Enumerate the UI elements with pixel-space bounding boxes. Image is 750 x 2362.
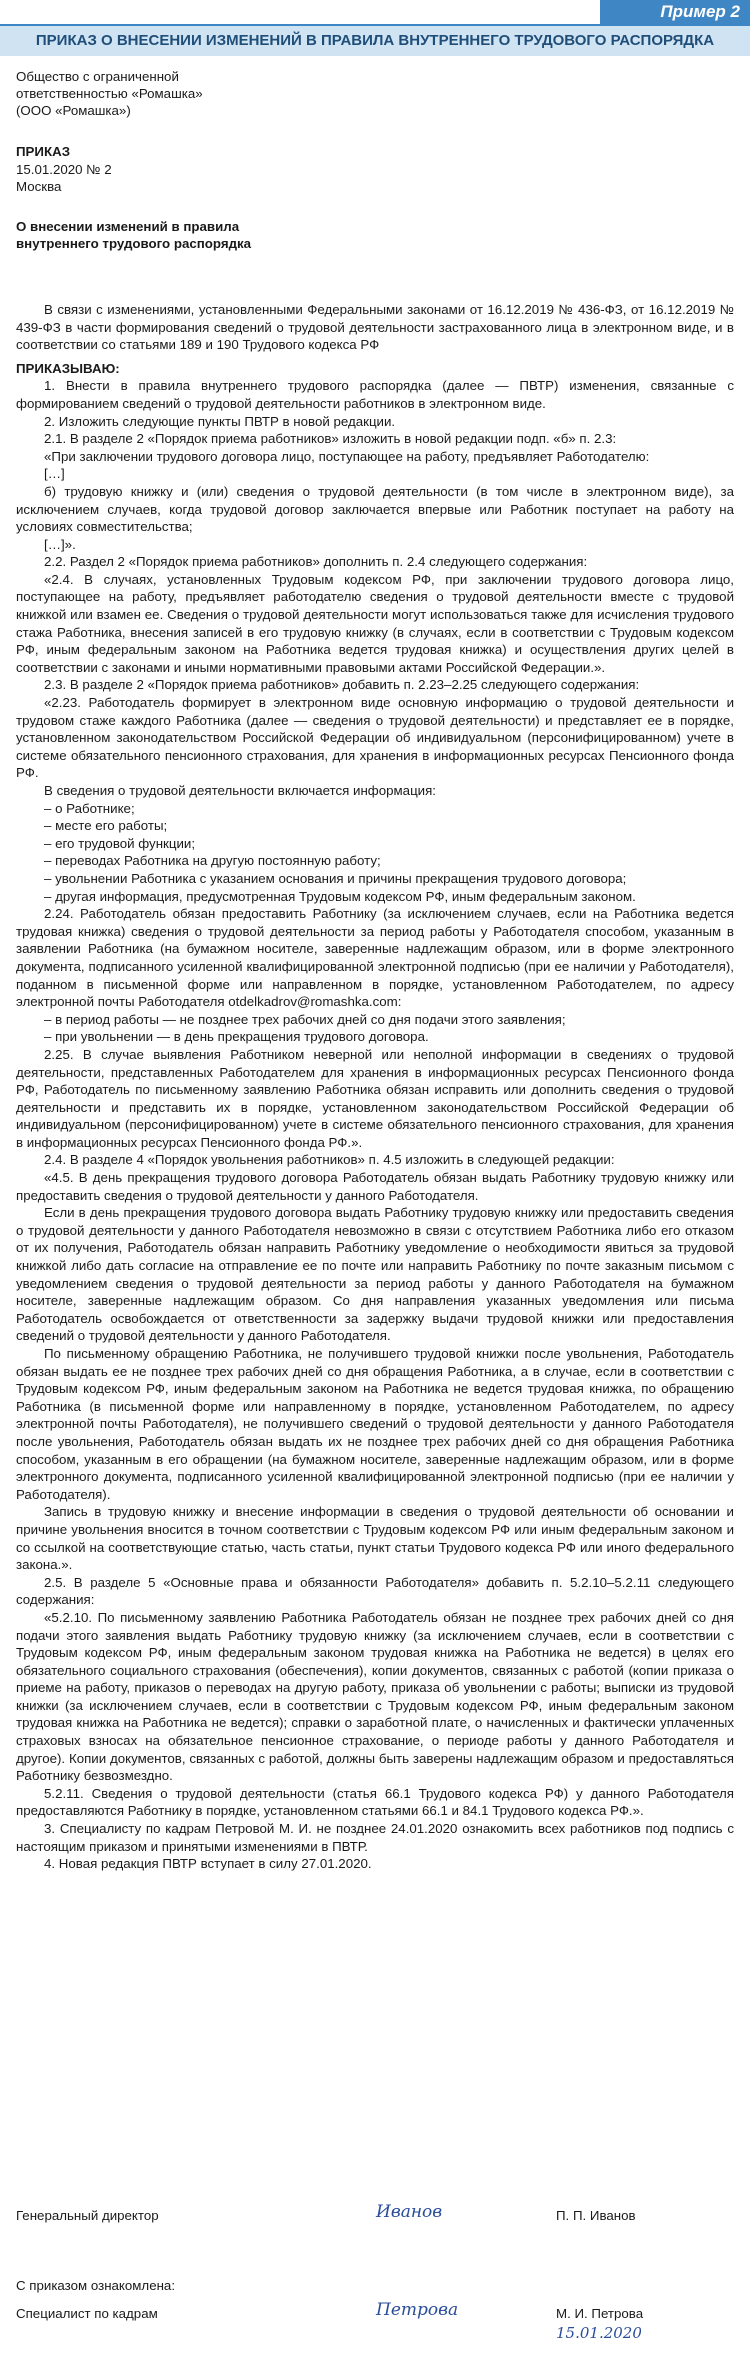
paragraph-2: 2. Изложить следующие пункты ПВТР в новой редакции.: [44, 413, 396, 429]
quote-2-25: 2.25. В случае выявления Работником неверной или неполной информации в сведениях о трудовой деятельности, представленных Работодателем для хранения в информационных ресурсах Пенсионного фонда РФ, Работодатель по письменному заявлению Работника обязан исправить или дополнить сведения о трудовой деятельности и представить их в порядке, установленном законодательством Российской Федерации об индивидуальном (персонифицированном) учете в системе обязательного пенсионного страхования, для хранения в информационных ресурсах Пенсионного фонда РФ.».: [16, 1046, 734, 1150]
quote-4-5: «4.5. В день прекращения трудового договора Работодатель обязан выдать Работнику трудовую книжку или предоставить сведения о трудовой деятельности у данного Работодателя.: [16, 1170, 734, 1203]
quote-5-2-11: 5.2.11. Сведения о трудовой деятельности (статья 66.1 Трудового кодекса РФ) у данного Работодателя предоставляются Работнику в порядке, установленном статьями 66.1 и 84.1 Трудового кодекса РФ.».: [16, 1785, 734, 1819]
order-city: Москва: [16, 179, 62, 195]
quote-2-1: «При заключении трудового договора лицо, поступающее на работу, предъявляет Работодателю:: [44, 448, 650, 464]
preamble: В связи с изменениями, установленными Федеральными законами от 16.12.2019 № 436-ФЗ, от 16.12.2019 № 439-ФЗ в части формирования сведений о трудовой деятельности застрахованного лица в электронном виде, и в соответствии со статьями 189 и 190 Трудового кодекса РФ: [16, 301, 734, 353]
quote-2-24: 2.24. Работодатель обязан предоставить Работнику (за исключением случаев, если на Работника ведется трудовая книжка) сведения о трудовой деятельности за период работы у Работодателя способом, указанным в заявлении Работника (на бумажном носителе, заверенные надлежащим образом, или в форме электронного документа, подписанного усиленной квалифицированной электронной подписью (при ее наличии у Работодателя), поданном в письменной форме или направленном в порядке, установленном Работодателем, по адресу электронной почты Работодателя otdelkadrov@romashka.com:: [16, 906, 734, 1010]
acquainted-text: С приказом ознакомлена:: [16, 2278, 176, 2293]
paragraph-2-1: 2.1. В разделе 2 «Порядок приема работников» изложить в новой редакции подп. «б» п. 2.3:: [44, 431, 617, 447]
ellipsis: […]: [44, 466, 65, 482]
order-heading: ПРИКАЗ: [16, 144, 71, 159]
hr-name: М. И. Петрова: [556, 2306, 644, 2321]
ellipsis: […]».: [44, 536, 76, 552]
quote-2-4: «2.4. В случаях, установленных Трудовым кодексом РФ, при заключении трудового договора лицо, поступающее на работу, предъявляет работодателю сведения о трудовой деятельности вместе с трудовой книжкой или взамен ее. Сведения о трудовой деятельности могут использоваться также для исчисления трудового стажа Работника, внесения записей в его трудовую книжку (в случаях, если в соответствии с Трудовым кодексом РФ, иным федеральным законом на Работника ведется трудовая книжка) и осуществления других целей в соответствии с законами и иными нормативными правовыми актами Российской Федерации.».: [16, 571, 734, 675]
list-item: – увольнении Работника с указанием основания и причины прекращения трудового договора;: [44, 870, 627, 886]
list-item: – о Работнике;: [44, 800, 135, 816]
director-signature-row: [16, 2202, 734, 2232]
quote-5-2-10: «5.2.10. По письменному заявлению Работника Работодатель обязан не позднее трех рабочих дней со дня подачи этого заявления выдать Работнику трудовую книжку (за исключением случаев, если в соответствии с Трудовым кодексом РФ, иным федеральным законом трудовая книжка на Работника не ведется) в целях его обязательного социального страхования (обеспечения), копии документов, связанных с работой (копии приказа о приеме на работу, приказов о переводах на другую работу, приказа об увольнении с работы; выписки из трудовой книжки (за исключением случаев, если в соответствии с Трудовым кодексом РФ, иным федеральным законом трудовая книжка на Работника не ведется); справки о заработной плате, о начисленных и фактически уплаченных страховых взносах на обязательное пенсионное страхование, о периоде работы у данного Работодателя и другое). Копии документов, связанных с работой, должны быть заверены надлежащим образом и предоставляться Работнику безвозмездно.: [16, 1609, 734, 1784]
paragraph-2-5: 2.5. В разделе 5 «Основные права и обязанности Работодателя» добавить п. 5.2.10–5.2.11 следующего содержания:: [16, 1574, 734, 1608]
list-item: – другая информация, предусмотренная Трудовым кодексом РФ, иным федеральным законом.: [44, 888, 636, 904]
list-item: – при увольнении — в день прекращения трудового договора.: [44, 1029, 429, 1045]
example-tag: Пример 2: [600, 0, 750, 24]
paragraph-1: 1. Внести в правила внутреннего трудового распорядка (далее — ПВТР) изменения, связанные с формированием сведений о трудовой деятельности работников в электронном виде.: [16, 378, 734, 411]
hr-date: 15.01.2020: [556, 2324, 642, 2342]
hr-role: Специалист по кадрам: [16, 2306, 158, 2321]
info-intro: В сведения о трудовой деятельности включается информация:: [44, 783, 437, 798]
paragraph-3: 3. Специалисту по кадрам Петровой М. И. не позднее 24.01.2020 ознакомить всех работников под подпись с настоящим приказом и принятыми изменениями в ПВТР.: [16, 1821, 734, 1854]
org-line: ответственностью «Ромашка»: [16, 86, 203, 101]
header-title: ПРИКАЗ О ВНЕСЕНИИ ИЗМЕНЕНИЙ В ПРАВИЛА ВНУТРЕННЕГО ТРУДОВОГО РАСПОРЯДКА: [0, 24, 750, 56]
org-line: (ООО «Ромашка»): [16, 103, 131, 118]
director-name: П. П. Иванов: [556, 2208, 636, 2223]
document-body: [16, 68, 734, 1873]
hr-signature-row: [16, 2300, 734, 2346]
list-item: – переводах Работника на другую постоянную работу;: [44, 853, 381, 869]
quote-2-1-b: б) трудовую книжку и (или) сведения о трудовой деятельности (в том числе в электронном виде), за исключением случаев, когда трудовой договор заключается впервые или Работник поступает на работу на условиях совместительства;: [16, 483, 734, 535]
org-line: Общество с ограниченной: [16, 69, 179, 84]
hr-signature: Петрова: [376, 2300, 459, 2320]
subject-line: внутреннего трудового распорядка: [16, 236, 252, 252]
quote-2-23: «2.23. Работодатель формирует в электронном виде основную информацию о трудовой деятельности и трудовом стаже каждого Работника (далее — сведения о трудовой деятельности) и представляет ее в порядке, установленном законодательством Российской Федерации об индивидуальном (персонифицированном) учете в системе обязательного пенсионного страхования, для хранения в информационных ресурсах Пенсионного фонда РФ.: [16, 695, 734, 781]
order-date-number: 15.01.2020 № 2: [16, 161, 112, 177]
list-item: – месте его работы;: [44, 818, 168, 834]
paragraph-4: 4. Новая редакция ПВТР вступает в силу 27.01.2020.: [44, 1856, 372, 1872]
paragraph-2-2: 2.2. Раздел 2 «Порядок приема работников» дополнить п. 2.4 следующего содержания:: [44, 554, 588, 570]
paragraph-2-4: 2.4. В разделе 4 «Порядок увольнения работников» п. 4.5 изложить в следующей редакции:: [44, 1152, 615, 1168]
director-signature: Иванов: [376, 2202, 443, 2222]
quote-4-5-c: По письменному обращению Работника, не получившего трудовой книжки после увольнения, Работодатель обязан выдать ее не позднее трех рабочих дней со дня обращения Работника, а в случае, если в соответствии с Трудовым кодексом РФ, иным федеральным законом на Работника не ведется трудовая книжка, по обращению Работника (в письменной форме или направленному в порядке, установленном Работодателем, по адресу электронной почты Работодателя), не получившего сведений о трудовой деятельности у данного Работодателя после увольнения, Работодатель обязан выдать их не позднее трех рабочих дней со дня обращения Работника способом, указанным в его обращении (на бумажном носителе, заверенные надлежащим образом, или в форме электронного документа, подписанного усиленной квалифицированной электронной подписью (при ее наличии у Работодателя).: [16, 1346, 734, 1502]
paragraph-2-3: 2.3. В разделе 2 «Порядок приема работников» добавить п. 2.23–2.25 следующего содержания:: [44, 677, 640, 693]
list-item: – в период работы — не позднее трех рабочих дней со дня подачи этого заявления;: [44, 1011, 566, 1027]
list-item: – его трудовой функции;: [44, 835, 196, 851]
director-role: Генеральный директор: [16, 2208, 159, 2223]
quote-4-5-d: Запись в трудовую книжку и внесение информации в сведения о трудовой деятельности об основании и причине увольнения вносится в точном соответствии с Трудовым кодексом РФ или иным федеральным законом и со ссылкой на соответствующие статью, часть статьи, пункт статьи Трудового кодекса РФ или иного федерального закона.».: [16, 1504, 734, 1573]
quote-4-5-b: Если в день прекращения трудового договора выдать Работнику трудовую книжку или предоставить сведения о трудовой деятельности у данного Работодателя невозможно в связи с отсутствием Работника либо его отказом от их получения, Работодатель обязан направить Работнику уведомление о необходимости явиться за трудовой книжкой либо дать согласие на отправление ее по почте или направить Работнику по почте заказным письмом с уведомлением сведения о трудовой деятельности за период работы у данного Работодателя на бумажном носителе, заверенные надлежащим образом. Со дня направления указанных уведомления или письма Работодатель освобождается от ответственности за задержку выдачи трудовой книжки или предоставления сведений о трудовой деятельности у данного Работодателя.: [16, 1205, 734, 1344]
organization-block: [16, 68, 734, 119]
order-subject: [16, 218, 734, 253]
order-word: ПРИКАЗЫВАЮ:: [16, 360, 120, 376]
subject-line: О внесении изменений в правила: [16, 218, 240, 234]
